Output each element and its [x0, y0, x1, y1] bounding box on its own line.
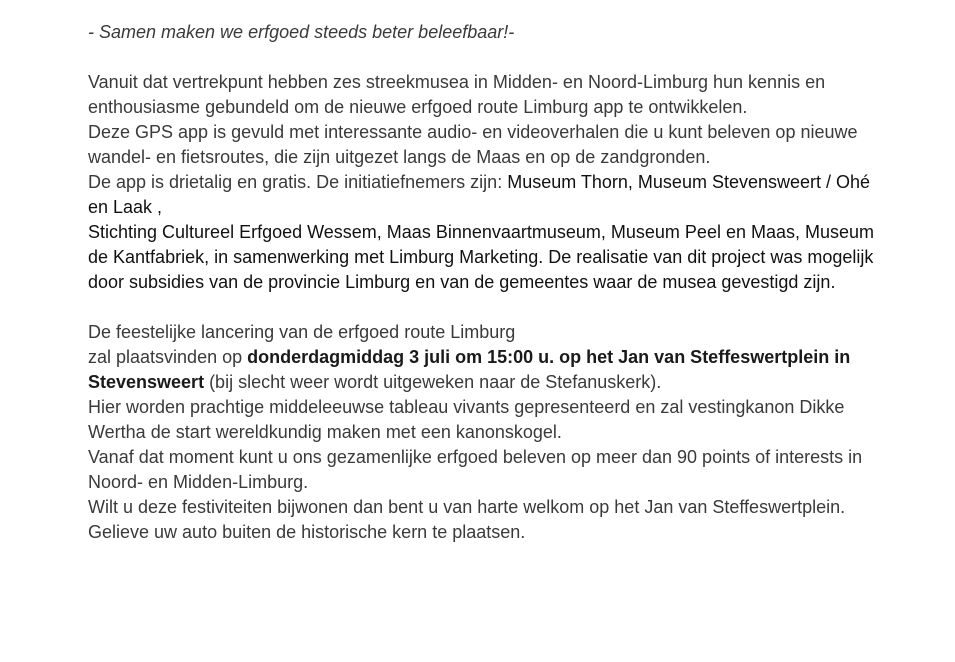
paragraph-spacer — [88, 45, 878, 70]
tagline: - Samen maken we erfgoed steeds beter beleefbaar!- — [88, 22, 515, 42]
welcome-paragraph: Wilt u deze festiviteiten bijwonen dan bent u van harte welkom op het Jan van Steffeswertplein. Gelieve uw auto buiten de historische kern te plaatsen. — [88, 497, 846, 542]
intro-paragraph-3 — [88, 170, 878, 220]
points-paragraph: Vanaf dat moment kunt u ons gezamenlijke erfgoed beleven op meer dan 90 points of interests in Noord- en Midden-Limburg. — [88, 447, 863, 492]
tableau-paragraph: Hier worden prachtige middeleeuwse tableau vivants gepresenteerd en zal vestingkanon Dikke Wertha de start wereldkundig maken met een kanonskogel. — [88, 397, 845, 442]
document-body — [88, 20, 878, 545]
intro-paragraph-2: Deze GPS app is gevuld met interessante audio- en videoverhalen die u kunt beleven op nieuwe wandel- en fietsroutes, die zijn uitgezet langs de Maas en op de zandgronden. — [88, 122, 858, 167]
launch-date-tail: (bij slecht weer wordt uitgeweken naar de Stefanuskerk). — [204, 372, 662, 392]
launch-heading-line: De feestelijke lancering van de erfgoed route Limburg — [88, 322, 516, 342]
initiators-names: Museum Thorn, Museum Stevensweert / Ohé en Laak , — [88, 172, 871, 217]
paragraph-spacer — [88, 295, 878, 320]
launch-date-bold: donderdagmiddag 3 juli om 15:00 u. op het Jan van Steffeswertplein in Stevensweert — [88, 347, 851, 392]
launch-date-lead: zal plaatsvinden op — [88, 347, 248, 367]
intro-paragraph-4: Stichting Cultureel Erfgoed Wessem, Maas Binnenvaartmuseum, Museum Peel en Maas, Museum de Kantfabriek, in samenwerking met Limburg Marketing. De realisatie van dit project was mogelijk door subsidies van de provincie Limburg en van de gemeentes waar de musea gevestigd zijn. — [88, 222, 875, 292]
intro-paragraph-1: Vanuit dat vertrekpunt hebben zes streekmusea in Midden- en Noord-Limburg hun kennis en enthousiasme gebundeld om de nieuwe erfgoed route Limburg app te ontwikkelen. — [88, 72, 826, 117]
initiators-lead: De app is drietalig en gratis. De initiatiefnemers zijn: — [88, 172, 508, 192]
launch-date-paragraph — [88, 345, 878, 395]
